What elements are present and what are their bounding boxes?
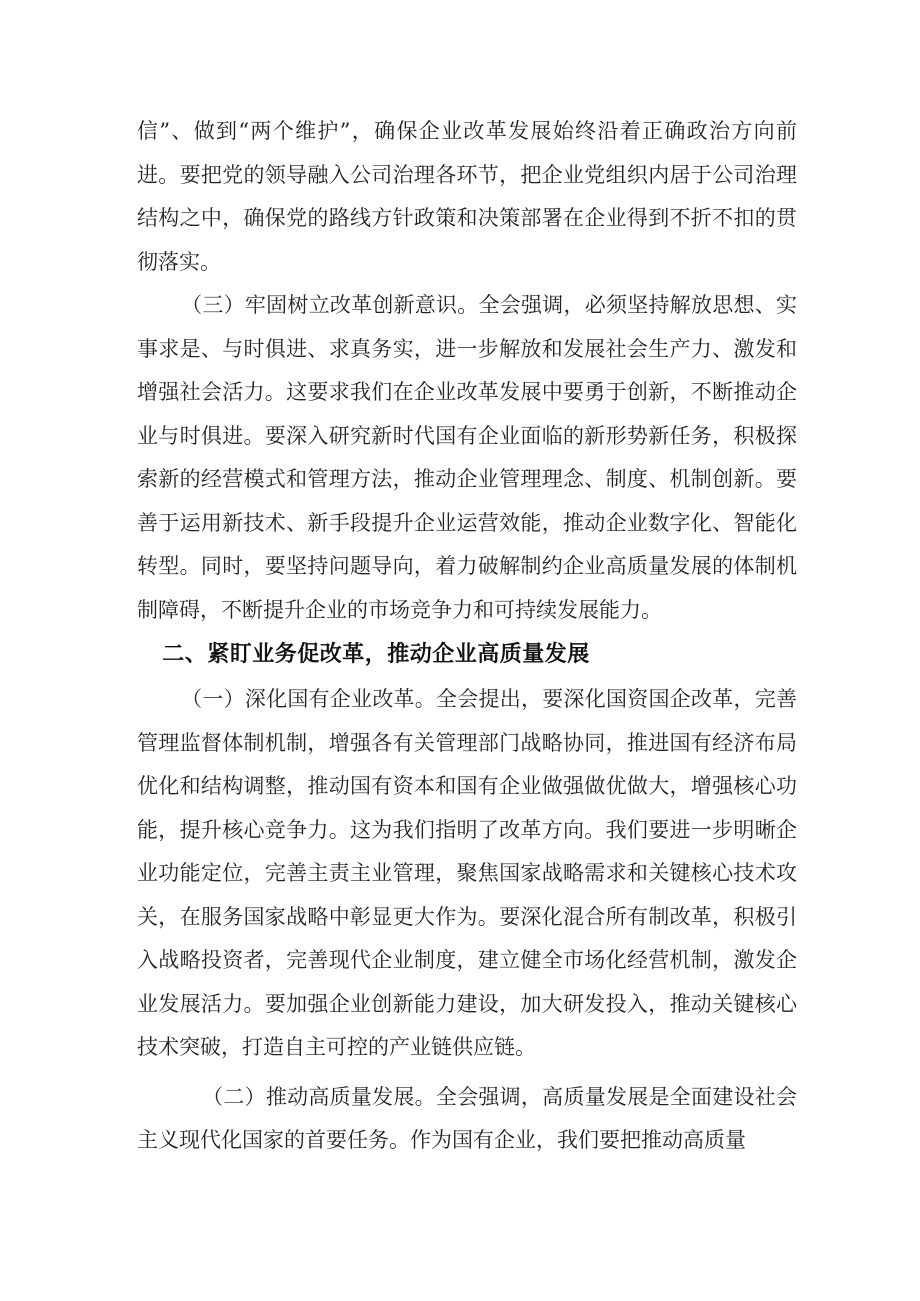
paragraph-section-2-1: （一）深化国有企业改革。全会提出，要深化国资国企改革，完善管理监督体制机制，增强各有关管理部门战略协同，推进国有经济布局优化和结构调整，推动国有资本和国有企业做强做优做大，增强核心功能，提升核心竞争力。这为我们指明了改革方向。我们要进一步明晰企业功能定位，完善主责主业管理，聚焦国家战略需求和关键核心技术攻关，在服务国家战略中彰显更大作为。要深化混合所有制改革，积极引入战略投资者，完善现代企业制度，建立健全市场化经营机制，激发企业发展活力。要加强企业创新能力建设，加大研发投入，推动关键核心技术突破，打造自主可控的产业链供应链。 bbox=[137, 687, 797, 1059]
paragraph-section-1-3: （三）牢固树立改革创新意识。全会强调，必须坚持解放思想、实事求是、与时俱进、求真务实，进一步解放和发展社会生产力、激发和增强社会活力。这要求我们在企业改革发展中要勇于创新，不断推动企业与时俱进。要深入研究新时代国有企业面临的新形势新任务，积极探索新的经营模式和管理方法，推动企业管理理念、制度、机制创新。要善于运用新技术、新手段提升企业运营效能，推动企业数字化、智能化转型。同时，要坚持问题导向，着力破解制约企业高质量发展的体制机制障碍，不断提升企业的市场竞争力和可持续发展能力。 bbox=[137, 293, 797, 622]
paragraph-section-2-2: （二）推动高质量发展。全会强调，高质量发展是全面建设社会主义现代化国家的首要任务。作为国有企业，我们要把推动高质量 bbox=[137, 1084, 797, 1152]
document-body bbox=[137, 110, 797, 1163]
paragraph-continuation: 信”、做到“两个维护”，确保企业改革发展始终沿着正确政治方向前进。要把党的领导融入公司治理各环节，把企业党组织内居于公司治理结构之中，确保党的路线方针政策和决策部署在企业得到不折不扣的贯彻落实。 bbox=[137, 119, 797, 274]
section-heading-2: 二、紧盯业务促改革，推动企业高质量发展 bbox=[162, 642, 590, 667]
